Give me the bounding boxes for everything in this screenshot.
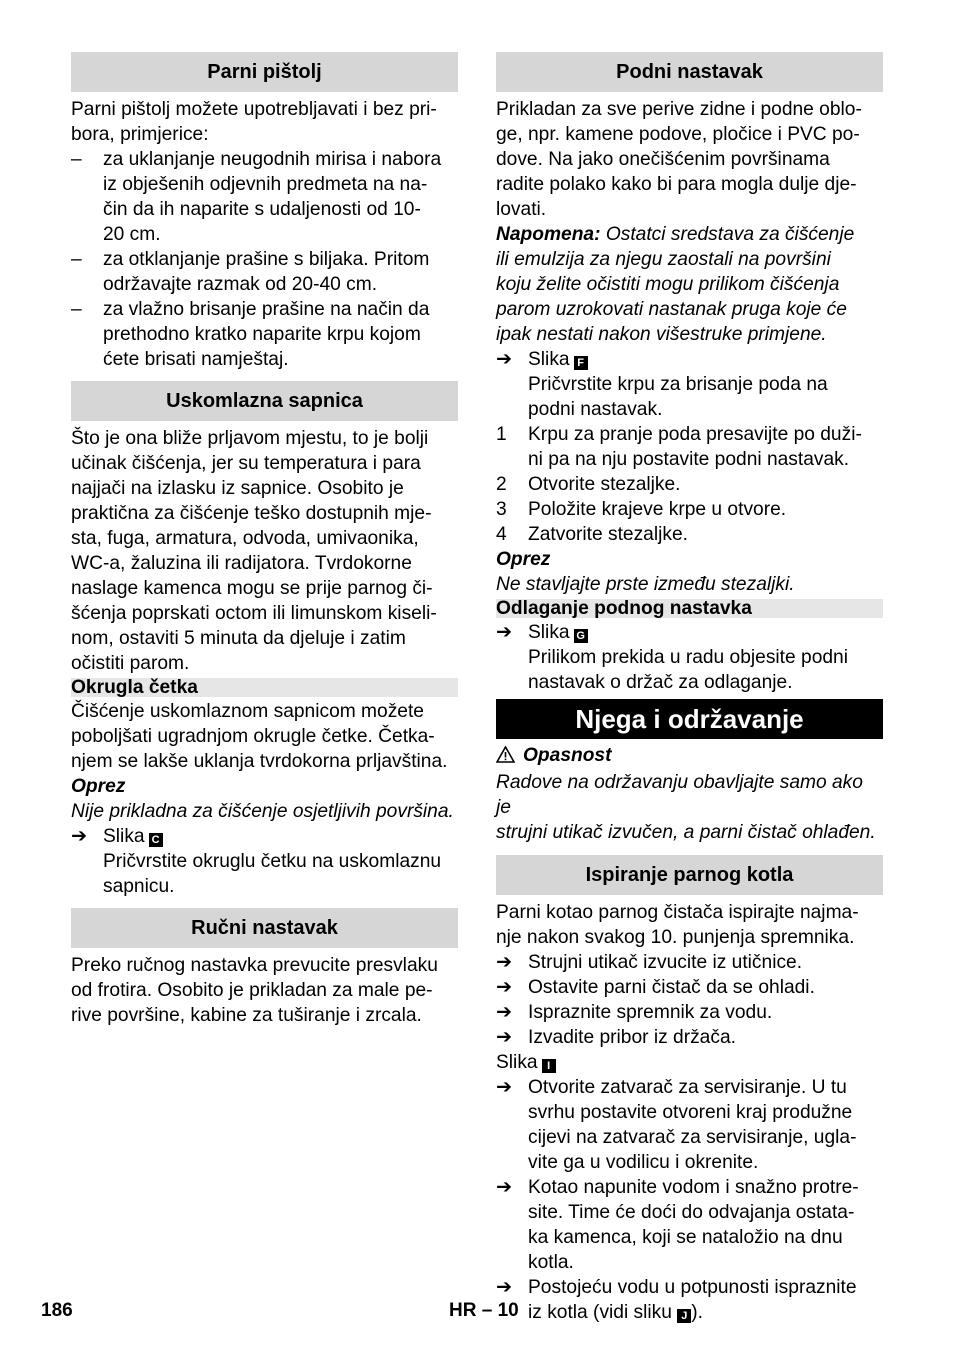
parni-intro-line-1: Parni pištolj možete upotrebljavati i bez pri-	[71, 99, 437, 120]
parni-bullet-2	[71, 247, 458, 297]
body-line: praktična za čišćenje teško dostupnih mje-	[71, 503, 432, 524]
parni-bullet-1	[71, 147, 458, 247]
ispiranje-arrow-5	[496, 1075, 883, 1175]
step-number: 2	[496, 474, 507, 495]
napomena-line: koju želite očistiti mogu prilikom čišćenja	[496, 274, 840, 295]
bullet-line: prethodno kratko naparite krpu kojom	[103, 324, 421, 345]
arrow-icon: ➔	[496, 977, 513, 998]
slika-c-ref	[71, 824, 458, 849]
slika-label: Slika	[496, 1052, 538, 1073]
arrow-line: site. Time će doći do odvajanja ostata-	[528, 1202, 855, 1223]
step-line: ni pa na nju postavite podni nastavak.	[528, 449, 850, 470]
warning-triangle-icon	[496, 745, 515, 770]
arrow-line: cijevi na zatvarač za servisiranje, ugla-	[528, 1127, 857, 1148]
bullet-line: za otklanjanje prašine s biljaka. Pritom	[103, 249, 430, 270]
dash-marker: –	[71, 299, 82, 320]
arrow-line: Postojeću vodu u potpunosti ispraznite	[528, 1277, 857, 1298]
step-number: 3	[496, 499, 507, 520]
oprez-label: Oprez	[71, 776, 126, 797]
opasnost-line: strujni utikač izvučen, a parni čistač ohlađen.	[496, 822, 876, 843]
step-1	[496, 422, 883, 472]
action-line: nastavak o držač za odlaganje.	[528, 672, 793, 693]
arrow-text: Strujni utikač izvucite iz utičnice.	[528, 952, 803, 973]
opasnost-line: Radove na održavanju obavljajte samo ako je	[496, 772, 863, 818]
section-header-podni-nastavak: Podni nastavak	[496, 52, 883, 92]
opasnost-label: Opasnost	[523, 745, 612, 766]
action-line: Pričvrstite okruglu četku na uskomlaznu	[103, 851, 442, 872]
arrow-icon: ➔	[496, 622, 513, 643]
parni-intro-line-2: bora, primjerice:	[71, 124, 209, 145]
slika-f-ref	[496, 347, 883, 372]
subheader-odlaganje: Odlaganje podnog nastavka	[496, 599, 883, 618]
bullet-line: 20 cm.	[103, 224, 161, 245]
body-line: šćenja poprskati octom ili limunskom kiseli-	[71, 603, 437, 624]
oprez-text: Ne stavljajte prste između stezaljki.	[496, 574, 795, 595]
bullet-line: iz obješenih odjevnih predmeta na na-	[103, 174, 428, 195]
arrow-line-with-figure	[528, 1300, 883, 1325]
section-header-rucni-nastavak: Ručni nastavak	[71, 908, 458, 948]
arrow-icon: ➔	[496, 1177, 513, 1198]
napomena-line-1	[496, 222, 883, 247]
arrow-text: Ostavite parni čistač da se ohladi.	[528, 977, 815, 998]
napomena-label: Napomena:	[496, 224, 601, 245]
oprez-label: Oprez	[496, 549, 551, 570]
footer-section: HR – 10	[449, 1300, 519, 1321]
body-line: sta, fuga, armatura, odvoda, umivaonika,	[71, 528, 419, 549]
bullet-line: održavajte razmak od 20-40 cm.	[103, 274, 378, 295]
arrow-icon: ➔	[71, 826, 88, 847]
arrow-line-suffix: ).	[691, 1302, 704, 1323]
arrow-line: svrhu postavite otvoreni kraj produžne	[528, 1102, 853, 1123]
arrow-text: Izvadite pribor iz držača.	[528, 1027, 736, 1048]
bullet-line: za vlažno brisanje prašine na način da	[103, 299, 430, 320]
body-line: od frotira. Osobito je prikladan za male pe-	[71, 980, 433, 1001]
bullet-line: čin da ih naparite s udaljenosti od 10-	[103, 199, 421, 220]
figure-j-icon: J	[677, 1309, 691, 1323]
figure-i-icon: I	[542, 1059, 556, 1073]
section-header-ispiranje: Ispiranje parnog kotla	[496, 855, 883, 895]
arrow-line: Kotao napunite vodom i snažno protre-	[528, 1177, 859, 1198]
body-line: Preko ručnog nastavka prevucite presvlaku	[71, 955, 438, 976]
figure-g-icon: G	[574, 629, 588, 643]
body-line: WC-a, žaluzina ili radijatora. Tvrdokorne	[71, 553, 412, 574]
step-line: Krpu za pranje poda presavijte po duži-	[528, 424, 862, 445]
step-4	[496, 522, 883, 547]
body-line: lovati.	[496, 199, 547, 220]
slika-label: Slika	[528, 622, 570, 643]
ispiranje-arrow-3	[496, 1000, 883, 1025]
arrow-line: ka kamenca, koji se nataložio na dnu	[528, 1227, 843, 1248]
left-column	[71, 52, 458, 1028]
arrow-icon: ➔	[496, 952, 513, 973]
right-column	[496, 52, 883, 1325]
body-line: očistiti parom.	[71, 653, 190, 674]
bullet-line: za uklanjanje neugodnih mirisa i nabora	[103, 149, 442, 170]
ispiranje-arrow-6	[496, 1175, 883, 1275]
arrow-icon: ➔	[496, 1077, 513, 1098]
section-header-parni-pistolj: Parni pištolj	[71, 52, 458, 92]
body-line: naslage kamenca mogu se prije parnog či-	[71, 578, 433, 599]
dash-marker: –	[71, 149, 82, 170]
ispiranje-arrow-7	[496, 1275, 883, 1325]
action-line: Prilikom prekida u radu objesite podni	[528, 647, 848, 668]
okrugla-action	[71, 849, 458, 899]
arrow-line: Otvorite zatvarač za servisiranje. U tu	[528, 1077, 847, 1098]
arrow-icon: ➔	[496, 349, 513, 370]
slika-i-ref	[496, 1050, 883, 1075]
podni-action	[496, 372, 883, 422]
body-line: njem se lakše uklanja tvrdokorna prljavština.	[71, 751, 448, 772]
step-2	[496, 472, 883, 497]
figure-f-icon: F	[574, 356, 588, 370]
arrow-line: vite ga u vodilicu i okrenite.	[528, 1152, 759, 1173]
napomena-line: parom uzrokovati nastanak pruga koje će	[496, 299, 847, 320]
action-line: Pričvrstite krpu za brisanje poda na	[528, 374, 828, 395]
slika-label: Slika	[103, 826, 145, 847]
body-line: najjači na izlasku iz sapnice. Osobito je	[71, 478, 404, 499]
step-number: 4	[496, 524, 507, 545]
page-number: 186	[41, 1300, 73, 1321]
ispiranje-arrow-2	[496, 975, 883, 1000]
arrow-line-text: iz kotla (vidi sliku	[528, 1302, 678, 1323]
body-line: rive površine, kabine za tuširanje i zrcala.	[71, 1005, 422, 1026]
section-header-uskomlazna-sapnica: Uskomlazna sapnica	[71, 381, 458, 421]
body-line: Čišćenje uskomlaznom sapnicom možete	[71, 701, 424, 722]
action-line: sapnicu.	[103, 876, 175, 897]
parni-bullet-3	[71, 297, 458, 372]
slika-label: Slika	[528, 349, 570, 370]
bullet-line: ćete brisati namještaj.	[103, 349, 289, 370]
body-line: ge, npr. kamene podove, pločice i PVC po-	[496, 124, 860, 145]
figure-c-icon: C	[149, 833, 163, 847]
body-line: poboljšati ugradnjom okrugle četke. Četka-	[71, 726, 435, 747]
ispiranje-arrow-4	[496, 1025, 883, 1050]
body-line: radite polako kako bi para mogla dulje dje-	[496, 174, 857, 195]
ispiranje-arrow-1	[496, 950, 883, 975]
step-3	[496, 497, 883, 522]
odlaganje-action	[496, 645, 883, 695]
arrow-text: Ispraznite spremnik za vodu.	[528, 1002, 773, 1023]
oprez-text: Nije prikladna za čišćenje osjetljivih površina.	[71, 801, 454, 822]
body-line: učinak čišćenja, jer su temperatura i para	[71, 453, 421, 474]
step-number: 1	[496, 424, 507, 445]
body-line: dove. Na jako onečišćenim površinama	[496, 149, 830, 170]
body-line: Prikladan za sve perive zidne i podne oblo-	[496, 99, 862, 120]
arrow-icon: ➔	[496, 1277, 513, 1298]
opasnost-row	[496, 743, 883, 770]
arrow-icon: ➔	[496, 1027, 513, 1048]
napomena-text: Ostatci sredstava za čišćenje	[600, 224, 855, 245]
step-line: Položite krajeve krpe u otvore.	[528, 499, 787, 520]
chapter-header-njega: Njega i održavanje	[496, 699, 883, 739]
body-line: nom, ostaviti 5 minuta da djeluje i zatim	[71, 628, 406, 649]
napomena-line: ili emulzija za njegu zaostali na površini	[496, 249, 831, 270]
slika-g-ref	[496, 620, 883, 645]
napomena-line: ipak nestati nakon višestruke primjene.	[496, 324, 827, 345]
body-line: nje nakon svakog 10. punjenja spremnika.	[496, 927, 855, 948]
step-line: Zatvorite stezaljke.	[528, 524, 688, 545]
arrow-icon: ➔	[496, 1002, 513, 1023]
body-line: Što je ona bliže prljavom mjestu, to je bolji	[71, 428, 429, 449]
action-line: podni nastavak.	[528, 399, 663, 420]
step-line: Otvorite stezaljke.	[528, 474, 681, 495]
subheader-okrugla-cetka: Okrugla četka	[71, 678, 458, 697]
arrow-line: kotla.	[528, 1252, 574, 1273]
body-line: Parni kotao parnog čistača ispirajte najma-	[496, 902, 859, 923]
dash-marker: –	[71, 249, 82, 270]
